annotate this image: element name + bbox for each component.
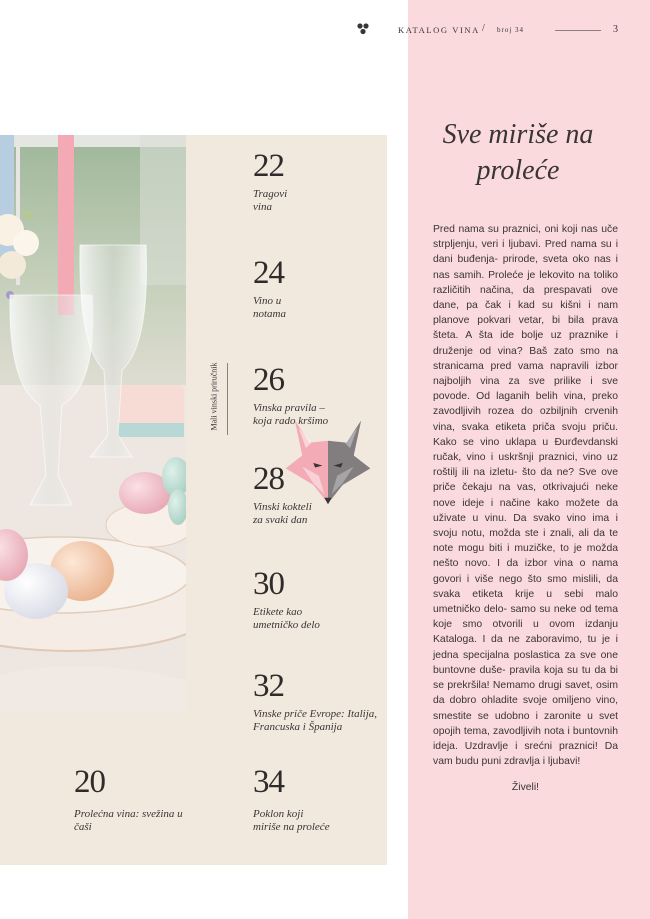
toc-page-number: 32 <box>253 668 284 704</box>
easter-table-photo <box>0 135 186 713</box>
header-separator: / <box>482 23 485 34</box>
toc-title: Vinske priče Evrope: Italija, Francuska i Španija <box>253 708 378 733</box>
page-number: 3 <box>613 24 618 35</box>
grape-logo-icon <box>356 22 370 36</box>
toc-page-number: 26 <box>253 362 284 398</box>
article-title: Sve miriše na proleće <box>442 119 594 186</box>
toc-title: Poklon koji miriše na proleće <box>253 808 330 833</box>
toc-title: Vinska pravila – koja rado kršimo <box>253 402 329 427</box>
fox-logo-icon <box>282 415 374 507</box>
toc-item[interactable] <box>253 766 363 834</box>
toc-title: Prolećna vina: svežina u čaši <box>74 808 183 833</box>
toc-title: Tragovi vina <box>253 188 288 213</box>
section-label <box>207 358 219 438</box>
toc-page-number: 22 <box>253 148 284 184</box>
article-sign-off: Živeli! <box>511 782 540 793</box>
article-body: Pred nama su praznici, oni koji nas uče strpljenju, veri i ljubavi. Pred nama su i dani buđenja- prirode, sveta oko nas i nas samih. Proleće je lekovito na toliko različitih načina, da prespavati ove dane, pa čak i kad su kišni i nam planove pokvari vetar, bi bila prava šteta. A šta ide bolje uz praznike i druženje od vina? Baš zato smo na stranicama pred vama napravili izbor najboljih vina za sve prilike i sve povode. Od laganih belih vina, preko zavodljivih rozea do ozbiljnih crvenih vina, svaka etiketa priča svoju priču. Kako se vino uklapa u Đurđevdanski ručak, vino i uskršnji praznici, vino uz roštilj ili na izletu- što da ne? Sve ove priče čekaju na vas, otkrivajući neke nove ideje i načine kako možete da uživate u vinu. Da svako vino ima i svoju notu, možda ste i znali, ali da te note mogu biti i muzičke, to je možda nešto novo. I da izbor vina o nama govori i više nego što smo mislili, da svaka etiketa krije u sebi malo umetničko delo- samo su neke od tema koje smo otvorili u ovom izdanju Kataloga. I da ne zaboravimo, tu je i jedna specijalna poslastica za sve one buntovne duše- pravila koja su tu da bi se prekršila! Nemamo drugi savet, osim da dobro ohladite svoje omiljeno vino, smestite se udobno i zaronite u svet opojih tema, zavodljivih nota i buntovnih ideja. Uzdravlje i srećni praznici! Da vam budu puni zdravlja i ljubavi! <box>433 224 618 768</box>
catalog-name: KATALOG VINA <box>398 25 480 35</box>
header-rule <box>555 30 601 31</box>
toc-page-number: 28 <box>253 461 284 497</box>
toc-page-number: 20 <box>74 764 105 800</box>
toc-item[interactable] <box>74 766 184 834</box>
toc-page-number: 30 <box>253 566 284 602</box>
toc-item[interactable] <box>253 568 363 632</box>
toc-page-number: 34 <box>253 764 284 800</box>
toc-page-number: 24 <box>253 255 284 291</box>
toc-title: Etikete kao umetničko delo <box>253 606 320 631</box>
section-label-rule <box>227 363 228 435</box>
toc-item[interactable] <box>253 257 363 321</box>
toc-title: Vinski kokteli za svaki dan <box>253 501 312 526</box>
toc-item[interactable] <box>253 670 378 734</box>
issue-number: broj 34 <box>497 26 525 34</box>
toc-title: Vino u notama <box>253 295 286 320</box>
page-header <box>356 22 646 40</box>
toc-item[interactable] <box>253 150 363 214</box>
section-label-text: Mali vinski priručnik <box>209 362 219 431</box>
